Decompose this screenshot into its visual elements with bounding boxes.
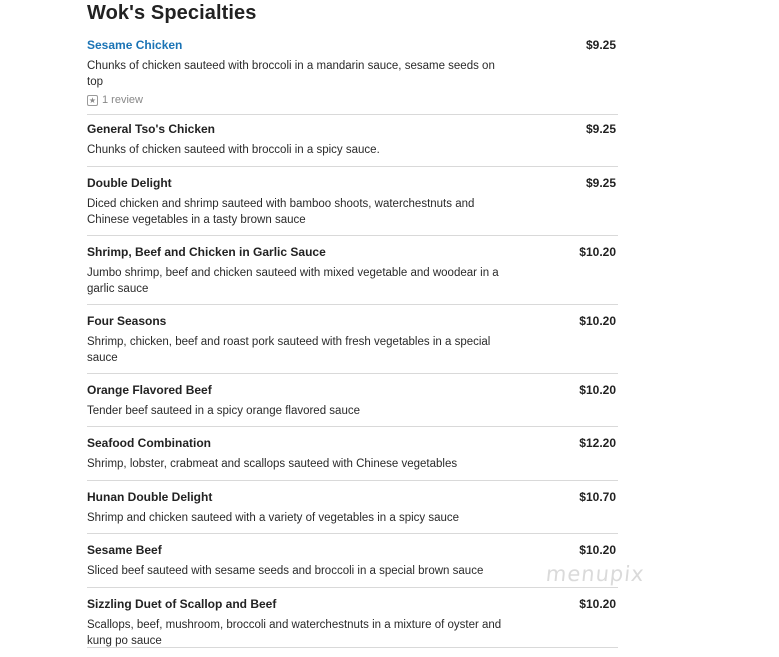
menu-item-description: Scallops, beef, mushroom, broccoli and waterchestnuts in a mixture of oyster and kung po sauce (87, 619, 502, 647)
menu-item-price: $9.25 (585, 122, 616, 136)
menu-item (87, 481, 618, 534)
menu-item-price: $10.20 (579, 543, 616, 557)
menu-item-price: $10.20 (579, 597, 616, 611)
menu-item-price: $10.20 (579, 383, 616, 397)
menu-item (87, 167, 618, 236)
menu-item-price: $12.20 (579, 436, 616, 450)
menu-item-description: Shrimp, lobster, crabmeat and scallops sauteed with Chinese vegetables (87, 458, 458, 470)
menu-item-name: Double Delight (87, 176, 172, 190)
menu-item-name: Four Seasons (87, 314, 167, 328)
menu-item (87, 534, 618, 588)
review-star-icon: ★ (88, 95, 97, 105)
review-link[interactable] (87, 93, 143, 107)
menu-item-price: $10.70 (579, 490, 616, 504)
menu-item-description: Chunks of chicken sauteed with broccoli in a mandarin sauce, sesame seeds on top (87, 60, 495, 88)
menu-item (87, 115, 618, 167)
menu-item (87, 374, 618, 427)
menu-list (87, 30, 618, 648)
menu-item (87, 588, 618, 648)
menu-item-name: Sizzling Duet of Scallop and Beef (87, 597, 277, 611)
menu-item-description: Jumbo shrimp, beef and chicken sauteed with mixed vegetable and woodear in a garlic sauce (87, 267, 499, 295)
menu-item-price: $9.25 (585, 176, 616, 190)
menu-item-name: Seafood Combination (87, 436, 211, 450)
menu-item (87, 427, 618, 481)
review-count: 1 review (102, 94, 143, 106)
menu-item-description: Sliced beef sauteed with sesame seeds and broccoli in a special brown sauce (87, 565, 484, 577)
menu-item (87, 305, 618, 374)
menu-item-name: General Tso's Chicken (87, 122, 216, 136)
menu-item (87, 30, 618, 115)
menu-item-name: Orange Flavored Beef (87, 383, 212, 397)
menu-item-description: Tender beef sauteed in a spicy orange flavored sauce (87, 405, 360, 417)
menu-item-description: Shrimp and chicken sauteed with a variety of vegetables in a spicy sauce (87, 512, 460, 524)
menu-item-name: Shrimp, Beef and Chicken in Garlic Sauce (87, 245, 326, 259)
menu-item-name: Hunan Double Delight (87, 490, 213, 504)
menu-item (87, 236, 618, 305)
menu-item-description: Diced chicken and shrimp sauteed with bamboo shoots, waterchestnuts and Chinese vegetables in a tasty brown sauce (87, 198, 475, 226)
menu-item-description: Shrimp, chicken, beef and roast pork sauteed with fresh vegetables in a special sauce (87, 336, 491, 364)
menu-item-price: $9.25 (585, 38, 616, 52)
menu-item-name: Sesame Beef (87, 543, 162, 557)
menu-item-description: Chunks of chicken sauteed with broccoli in a spicy sauce. (87, 144, 380, 156)
menu-item-name[interactable]: Sesame Chicken (87, 38, 183, 52)
watermark-logo: menupix (544, 562, 646, 586)
menu-item-price: $10.20 (579, 314, 616, 328)
section-title: Wok's Specialties (87, 2, 257, 24)
menu-item-price: $10.20 (579, 245, 616, 259)
